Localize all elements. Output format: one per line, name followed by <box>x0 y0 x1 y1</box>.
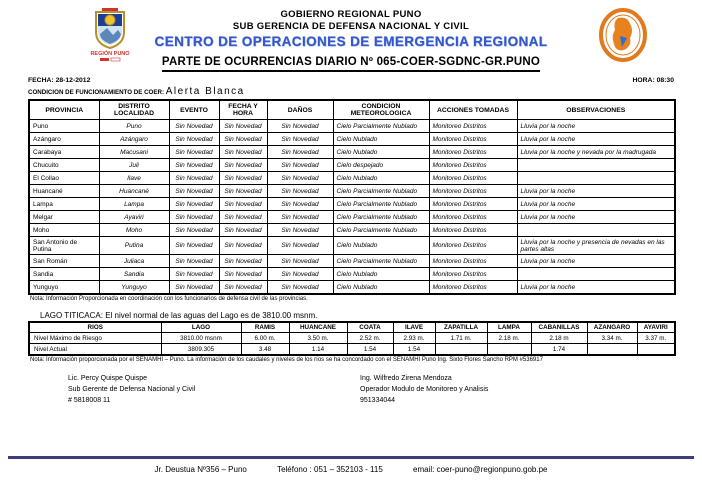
cell-provincia: Moho <box>29 224 99 237</box>
signer-title: Operador Modulo de Monitoreo y Analisis <box>360 385 489 393</box>
table-row <box>29 185 675 198</box>
cell-acciones-tomadas: Monitoreo Distritos <box>429 185 517 198</box>
cell-danos: Sin Novedad <box>267 185 333 198</box>
cell-observaciones: Lluvia por la noche <box>517 281 675 295</box>
column-header: OBSERVACIONES <box>517 100 675 120</box>
document-title: PARTE DE OCURRENCIAS DIARIO Nº 065-COER-SGDNC-GR.PUNO <box>162 55 540 72</box>
cell-provincia: San Antonio de Putina <box>29 237 99 255</box>
cell-azangaro <box>587 344 637 356</box>
cell-coata: 1.54 <box>347 344 393 356</box>
cell-condicion-meteorologica: Cielo Parcialmente Nublado <box>333 120 429 133</box>
cell-provincia: Melgar <box>29 211 99 224</box>
cell-danos: Sin Novedad <box>267 211 333 224</box>
cell-evento: Sin Novedad <box>169 146 219 159</box>
cell-ayaviri: 3.37 m. <box>637 333 675 344</box>
cell-acciones-tomadas: Monitoreo Distritos <box>429 237 517 255</box>
cell-ayaviri <box>637 344 675 356</box>
cell-observaciones: Lluvia por la noche <box>517 120 675 133</box>
cell-observaciones <box>517 159 675 172</box>
cell-acciones-tomadas: Monitoreo Distritos <box>429 133 517 146</box>
rios-header-row <box>29 322 675 333</box>
cell-ilave: 1.54 <box>393 344 435 356</box>
coer-title: CENTRO DE OPERACIONES DE EMERGENCIA REGIONAL <box>154 33 548 49</box>
cell-huancane: 3.50 m. <box>289 333 347 344</box>
region-puno-logo <box>88 8 132 69</box>
cell-cabanillas: 2.18 m <box>531 333 587 344</box>
cell-condicion-meteorologica: Cielo Nublado <box>333 172 429 185</box>
cell-distrito: Juli <box>99 159 169 172</box>
cell-condicion-meteorologica: Cielo Nublado <box>333 281 429 295</box>
cell-lago: 3810.00 msnm <box>161 333 241 344</box>
cell-distrito: Sandia <box>99 268 169 281</box>
cell-condicion-meteorologica: Cielo Nublado <box>333 237 429 255</box>
column-header: PROVINCIA <box>29 100 99 120</box>
rio-column-header: ZAPATILLA <box>435 322 487 333</box>
org-subtitle: SUB GERENCIA DE DEFENSA NACIONAL Y CIVIL <box>232 20 470 32</box>
cell-danos: Sin Novedad <box>267 198 333 211</box>
cell-danos: Sin Novedad <box>267 159 333 172</box>
cell-danos: Sin Novedad <box>267 120 333 133</box>
table-row <box>29 211 675 224</box>
senamhi-note: Nota: Información proporcionada por el SENAMHI – Puno. La información de los caudales y niveles de los ríos se ha concordado con el SENAMHI Puno Ing. Sixto Flores Sancho RPM #536917 <box>30 357 543 363</box>
cell-ramis: 3.48 <box>241 344 289 356</box>
cell-ramis: 6.00 m. <box>241 333 289 344</box>
cell-provincia: Puno <box>29 120 99 133</box>
cell-coata: 2.52 m. <box>347 333 393 344</box>
cell-ilave: 2.93 m. <box>393 333 435 344</box>
cell-evento: Sin Novedad <box>169 120 219 133</box>
ocurrencias-table-head <box>29 100 675 120</box>
cell-lampa <box>487 344 531 356</box>
table-row <box>29 224 675 237</box>
cell-danos: Sin Novedad <box>267 255 333 268</box>
table-row <box>29 281 675 295</box>
cell-fecha-hora: Sin Novedad <box>219 281 267 295</box>
condicion-value: Alerta Blanca <box>165 86 245 97</box>
rio-column-header: CABANILLAS <box>531 322 587 333</box>
rio-column-header: LAGO <box>161 322 241 333</box>
cell-distrito: Lampa <box>99 198 169 211</box>
cell-provincia: Azángaro <box>29 133 99 146</box>
column-header: FECHA Y HORA <box>219 100 267 120</box>
rio-column-header: RAMIS <box>241 322 289 333</box>
cell-evento: Sin Novedad <box>169 172 219 185</box>
cell-fecha-hora: Sin Novedad <box>219 268 267 281</box>
table-row <box>29 198 675 211</box>
signature-right <box>360 374 652 407</box>
cell-condicion-meteorologica: Cielo Parcialmente Nublado <box>333 255 429 268</box>
column-header: EVENTO <box>169 100 219 120</box>
cell-evento: Sin Novedad <box>169 237 219 255</box>
cell-condicion-meteorologica: Cielo Nublado <box>333 146 429 159</box>
cell-evento: Sin Novedad <box>169 224 219 237</box>
cell-condicion-meteorologica: Cielo Nublado <box>333 268 429 281</box>
cell-condicion-meteorologica: Cielo Nublado <box>333 133 429 146</box>
cell-acciones-tomadas: Monitoreo Distritos <box>429 211 517 224</box>
svg-text:REGIÓN PUNO: REGIÓN PUNO <box>90 51 130 57</box>
lago-titicaca-heading: LAGO TITICACA: El nivel normal de las aguas del Lago es de 3810.00 msnm. <box>40 311 318 320</box>
table-row <box>29 133 675 146</box>
cell-condicion-meteorologica: Cielo despejado <box>333 159 429 172</box>
cell-zapatilla: 1.71 m. <box>435 333 487 344</box>
cell-evento: Sin Novedad <box>169 281 219 295</box>
rio-data-row <box>29 333 675 344</box>
org-title: GOBIERNO REGIONAL PUNO <box>280 9 422 20</box>
date-time-row <box>28 77 674 84</box>
cell-condicion-meteorologica: Cielo Parcialmente Nublado <box>333 211 429 224</box>
rio-column-header: AYAVIRI <box>637 322 675 333</box>
cell-fecha-hora: Sin Novedad <box>219 172 267 185</box>
fecha-value: 28-12-2012 <box>55 77 91 84</box>
cell-condicion-meteorologica: Cielo Parcialmente Nublado <box>333 185 429 198</box>
rio-column-header: HUANCANE <box>289 322 347 333</box>
rio-column-header: LAMPA <box>487 322 531 333</box>
cell-fecha-hora: Sin Novedad <box>219 224 267 237</box>
cell-evento: Sin Novedad <box>169 268 219 281</box>
table-row <box>29 268 675 281</box>
cell-acciones-tomadas: Monitoreo Distritos <box>429 146 517 159</box>
cell-huancane: 1.14 <box>289 344 347 356</box>
rio-column-header: COATA <box>347 322 393 333</box>
cell-fecha-hora: Sin Novedad <box>219 159 267 172</box>
cell-distrito: Juliaca <box>99 255 169 268</box>
cell-nivel-label: Nivel Actual <box>29 344 161 356</box>
cell-observaciones: Lluvia por la noche <box>517 211 675 224</box>
cell-fecha-hora: Sin Novedad <box>219 211 267 224</box>
rios-table-body <box>29 333 675 356</box>
cell-azangaro: 3.34 m. <box>587 333 637 344</box>
table-row <box>29 120 675 133</box>
cell-provincia: Lampa <box>29 198 99 211</box>
cell-distrito: Ilave <box>99 172 169 185</box>
cell-observaciones <box>517 172 675 185</box>
cell-acciones-tomadas: Monitoreo Distritos <box>429 120 517 133</box>
signature-blocks <box>68 374 674 407</box>
cell-danos: Sin Novedad <box>267 224 333 237</box>
signature-left <box>68 374 360 407</box>
cell-evento: Sin Novedad <box>169 159 219 172</box>
cell-observaciones <box>517 224 675 237</box>
footer-email: email: coer-puno@regionpuno.gob.pe <box>413 465 548 474</box>
defensa-civil-logo <box>598 8 648 67</box>
cell-nivel-label: Nivel Máximo de Riesgo <box>29 333 161 344</box>
cell-distrito: Yunguyo <box>99 281 169 295</box>
cell-acciones-tomadas: Monitoreo Distritos <box>429 198 517 211</box>
signer-name: Ing. Wilfredo Zirena Mendoza <box>360 375 452 382</box>
cell-provincia: El Collao <box>29 172 99 185</box>
cell-lago: 3809.305 <box>161 344 241 356</box>
cell-evento: Sin Novedad <box>169 211 219 224</box>
condicion-label: CONDICION DE FUNCIONAMIENTO DE COER: <box>28 89 165 96</box>
table-row <box>29 255 675 268</box>
signer-title: Sub Gerente de Defensa Nacional y Civil <box>68 385 196 393</box>
footer-divider <box>8 456 694 459</box>
rio-column-header: RIOS <box>29 322 161 333</box>
cell-acciones-tomadas: Monitoreo Distritos <box>429 255 517 268</box>
cell-observaciones: Lluvia por la noche <box>517 255 675 268</box>
footer <box>0 465 702 474</box>
cell-distrito: Ayaviri <box>99 211 169 224</box>
cell-acciones-tomadas: Monitoreo Distritos <box>429 281 517 295</box>
rio-column-header: AZANGARO <box>587 322 637 333</box>
signer-phone: # 5818008 11 <box>68 396 111 404</box>
column-header: DISTRITO LOCALIDAD <box>99 100 169 120</box>
cell-acciones-tomadas: Monitoreo Distritos <box>429 172 517 185</box>
cell-provincia: Carabaya <box>29 146 99 159</box>
footer-telefono: Teléfono : 051 – 352103 - 115 <box>277 465 383 474</box>
cell-acciones-tomadas: Monitoreo Distritos <box>429 268 517 281</box>
cell-observaciones: Lluvia por la noche <box>517 133 675 146</box>
cell-fecha-hora: Sin Novedad <box>219 120 267 133</box>
column-header: CONDICION METEOROLOGICA <box>333 100 429 120</box>
cell-observaciones: Lluvia por la noche y nevada por la madrugada <box>517 146 675 159</box>
cell-danos: Sin Novedad <box>267 268 333 281</box>
rio-data-row <box>29 344 675 356</box>
ocurrencias-header-row <box>29 100 675 120</box>
column-header: ACCIONES TOMADAS <box>429 100 517 120</box>
rio-column-header: ILAVE <box>393 322 435 333</box>
footer-address: Jr. Deustua Nº356 – Puno <box>154 465 247 474</box>
cell-fecha-hora: Sin Novedad <box>219 237 267 255</box>
cell-evento: Sin Novedad <box>169 185 219 198</box>
cell-observaciones: Lluvia por la noche <box>517 198 675 211</box>
region-puno-emblem-graphic <box>88 8 132 64</box>
cell-provincia: San Román <box>29 255 99 268</box>
cell-zapatilla <box>435 344 487 356</box>
cell-cabanillas: 1.74 <box>531 344 587 356</box>
cell-acciones-tomadas: Monitoreo Distritos <box>429 224 517 237</box>
condicion-row <box>28 86 702 97</box>
cell-fecha-hora: Sin Novedad <box>219 255 267 268</box>
table-row <box>29 237 675 255</box>
cell-distrito: Moho <box>99 224 169 237</box>
ocurrencias-table <box>28 99 676 295</box>
cell-observaciones: Lluvia por la noche y presencia de nevadas en las partes altas <box>517 237 675 255</box>
cell-provincia: Yunguyo <box>29 281 99 295</box>
cell-danos: Sin Novedad <box>267 237 333 255</box>
cell-distrito: Putina <box>99 237 169 255</box>
cell-evento: Sin Novedad <box>169 255 219 268</box>
fecha-label: FECHA: <box>28 77 54 84</box>
ocurrencias-note: Nota: Información Proporcionada en coordinación con los funcionarios de defensa civil de las provincias. <box>30 296 308 302</box>
rios-table-head <box>29 322 675 333</box>
cell-condicion-meteorologica: Cielo Parcialmente Nublado <box>333 198 429 211</box>
cell-distrito: Azángaro <box>99 133 169 146</box>
cell-distrito: Huancané <box>99 185 169 198</box>
cell-danos: Sin Novedad <box>267 281 333 295</box>
cell-danos: Sin Novedad <box>267 172 333 185</box>
table-row <box>29 146 675 159</box>
cell-acciones-tomadas: Monitoreo Distritos <box>429 159 517 172</box>
cell-fecha-hora: Sin Novedad <box>219 185 267 198</box>
ocurrencias-table-body <box>29 120 675 295</box>
defensa-civil-emblem-graphic <box>598 8 648 62</box>
signer-phone: 951334044 <box>360 396 396 404</box>
cell-provincia: Sandia <box>29 268 99 281</box>
cell-evento: Sin Novedad <box>169 133 219 146</box>
table-row <box>29 172 675 185</box>
hora-value: 08:30 <box>656 77 674 84</box>
cell-observaciones: Lluvia por la noche <box>517 185 675 198</box>
hora-label: HORA: <box>632 77 655 84</box>
cell-danos: Sin Novedad <box>267 133 333 146</box>
cell-distrito: Puno <box>99 120 169 133</box>
column-header: DAÑOS <box>267 100 333 120</box>
cell-fecha-hora: Sin Novedad <box>219 133 267 146</box>
table-row <box>29 159 675 172</box>
cell-fecha-hora: Sin Novedad <box>219 146 267 159</box>
cell-lampa: 2.18 m. <box>487 333 531 344</box>
cell-provincia: Chucuito <box>29 159 99 172</box>
cell-danos: Sin Novedad <box>267 146 333 159</box>
hora-field <box>632 77 674 84</box>
cell-distrito: Macusani <box>99 146 169 159</box>
cell-fecha-hora: Sin Novedad <box>219 198 267 211</box>
cell-observaciones <box>517 268 675 281</box>
cell-evento: Sin Novedad <box>169 198 219 211</box>
cell-provincia: Huancané <box>29 185 99 198</box>
cell-condicion-meteorologica: Cielo Parcialmente Nublado <box>333 224 429 237</box>
signer-name: Lic. Percy Quispe Quispe <box>68 375 147 382</box>
rios-table <box>28 321 676 356</box>
